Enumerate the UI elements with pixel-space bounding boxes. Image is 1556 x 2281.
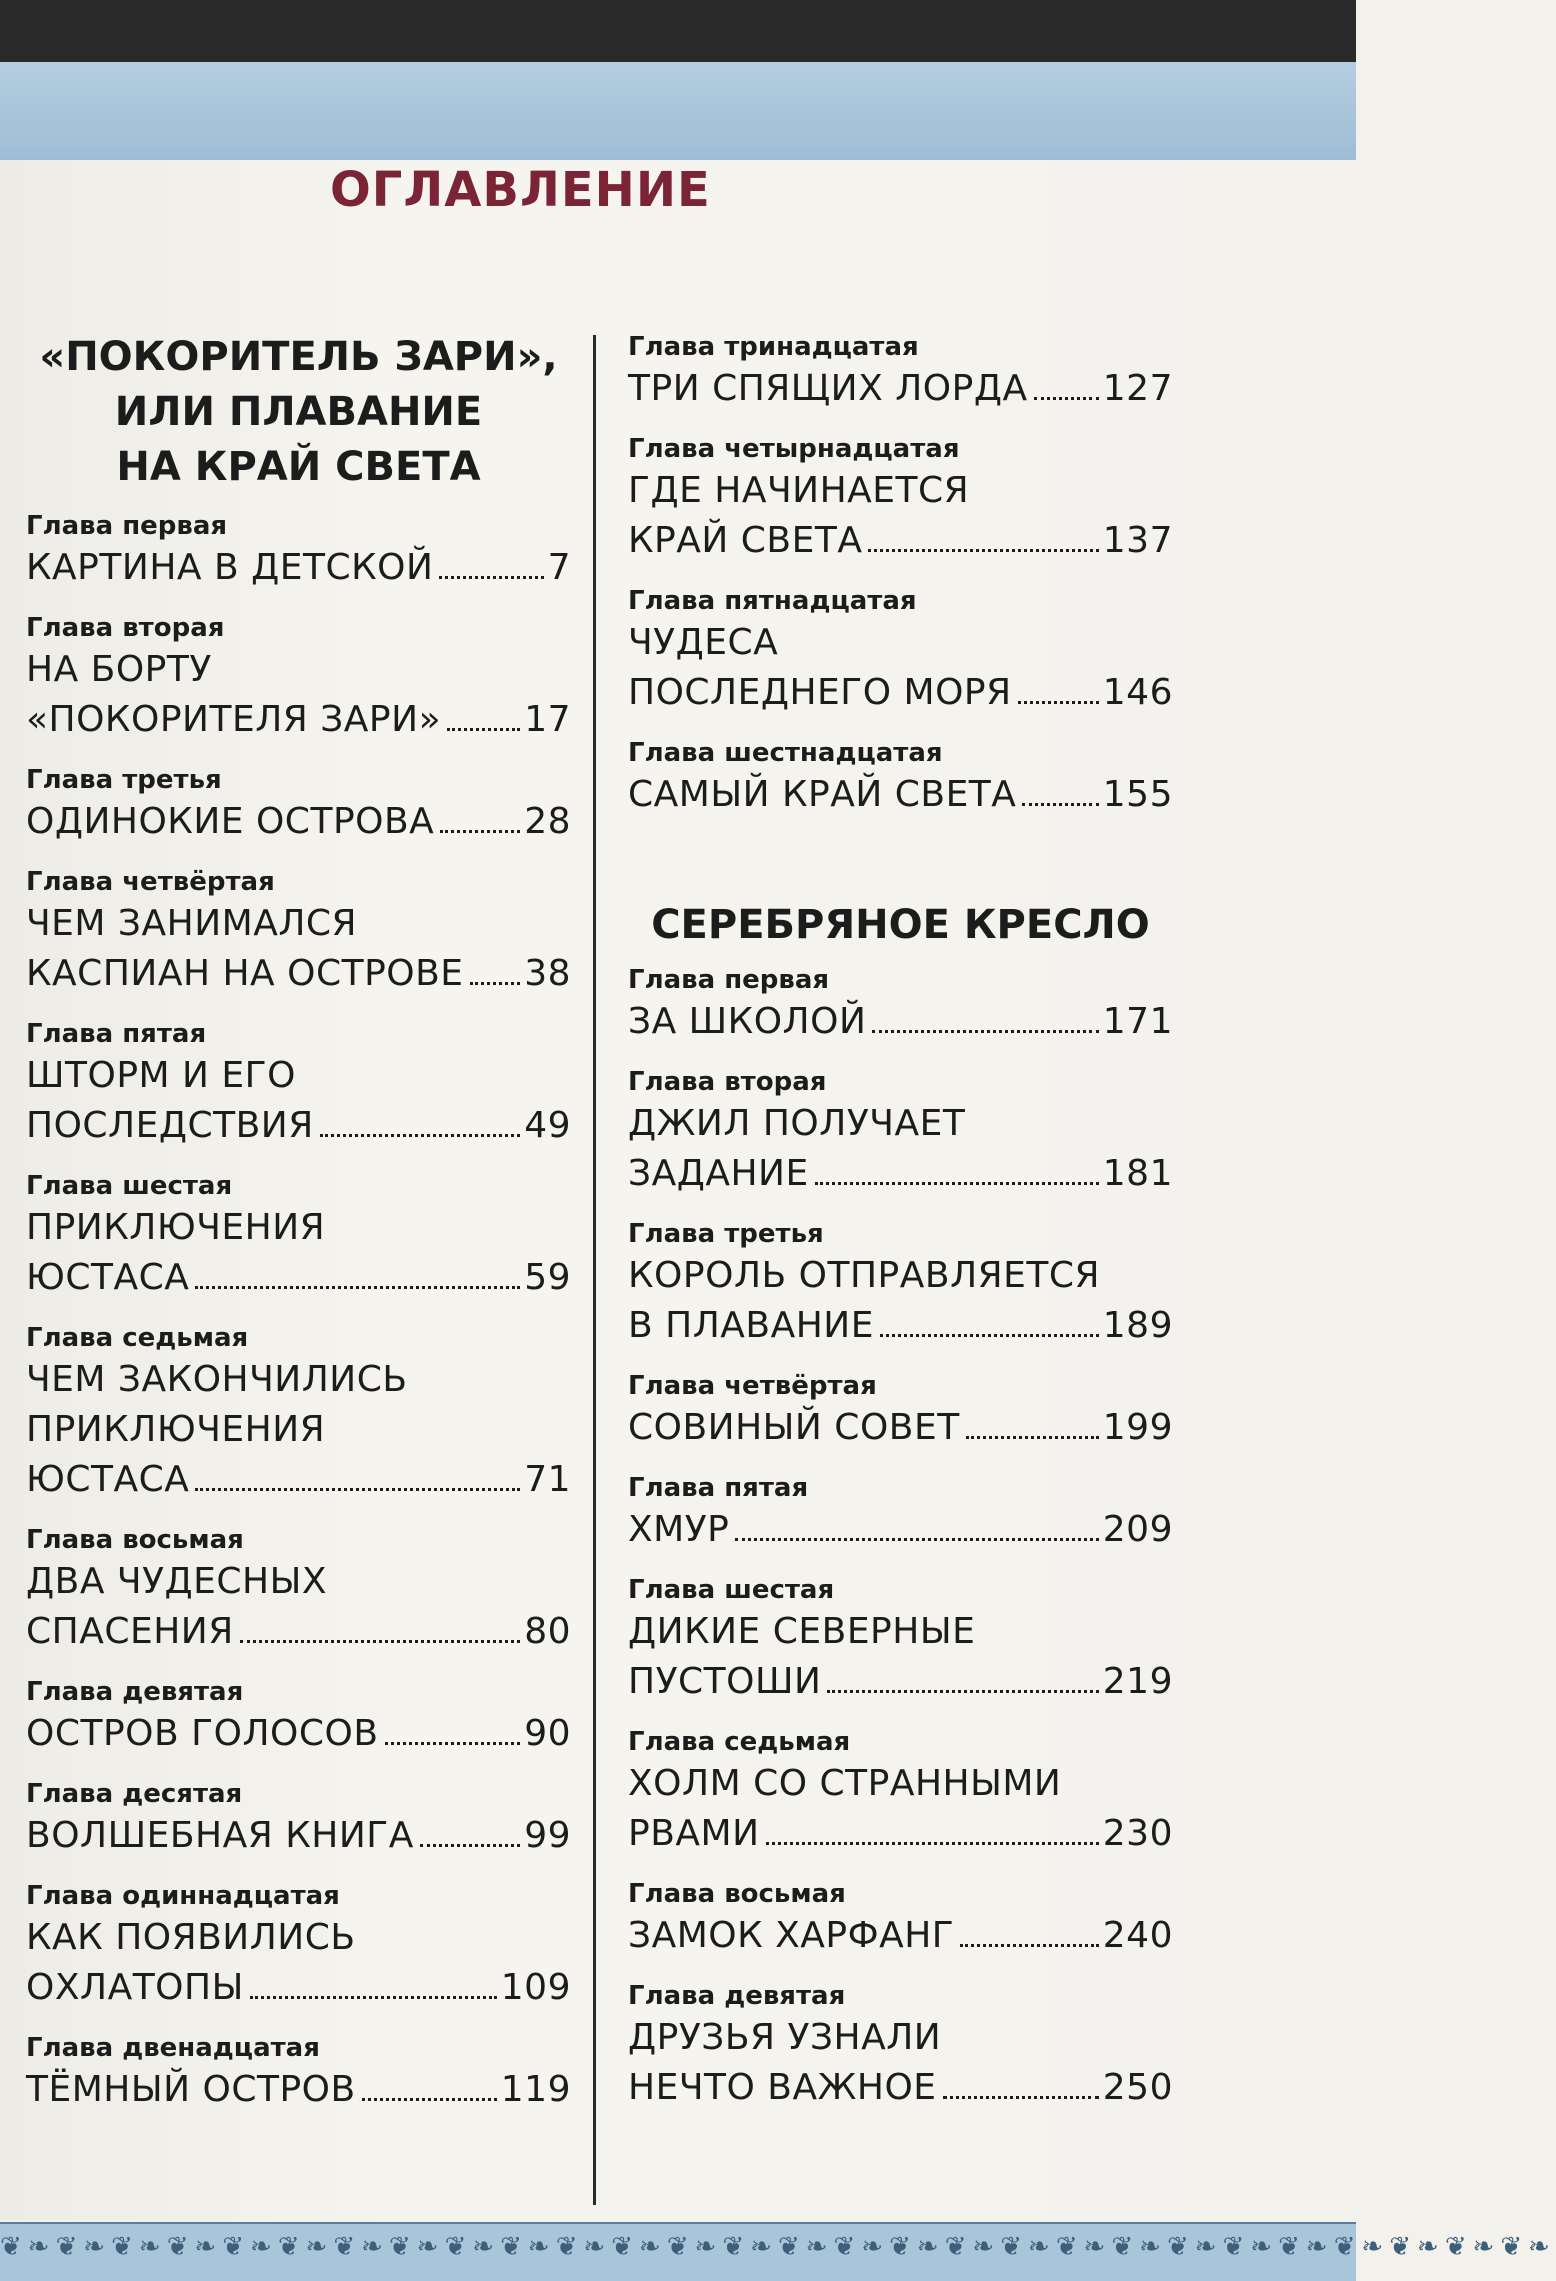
toc-entry [628,584,1173,718]
toc-entry [26,1777,571,1861]
chapter-number: Глава десятая [26,1779,243,1809]
chapter-title-row [628,516,1173,566]
chapter-title-line: ОХЛАТОПЫ [26,1967,244,2008]
chapter-title-line: ЧЕМ ЗАКОНЧИЛИСЬ [26,1359,408,1400]
chapter-list [628,330,1173,820]
chapter-number: Глава первая [26,511,228,541]
chapter-list [26,509,571,2115]
toc-entry [26,611,571,745]
toc-entry [26,1675,571,1759]
chapter-title-row [628,1505,1173,1555]
chapter-title-line: ТЁМНЫЙ ОСТРОВ [26,2069,356,2110]
chapter-number: Глава одиннадцатая [26,1881,340,1911]
chapter-title-line: ПОСЛЕДСТВИЯ [26,1105,314,1146]
toc-entry [26,1523,571,1657]
chapter-title-row [628,1911,1173,1961]
chapter-title-row [628,770,1173,820]
chapter-title-line: ОСТРОВ ГОЛОСОВ [26,1713,379,1754]
chapter-title-line: ЧЕМ ЗАНИМАЛСЯ [26,903,358,944]
chapter-title-line: КОРОЛЬ ОТПРАВЛЯЕТСЯ [628,1255,1101,1296]
page-number: 28 [524,801,571,842]
chapter-title-line: ВОЛШЕБНАЯ КНИГА [26,1815,414,1856]
dot-leader [195,1488,520,1491]
chapter-title-line: ДРУЗЬЯ УЗНАЛИ [628,2017,942,2058]
chapter-number: Глава четырнадцатая [628,434,960,464]
page-number: 71 [524,1459,571,1500]
chapter-title-line: ХОЛМ СО СТРАННЫМИ [628,1763,1062,1804]
chapter-title-line: КАК ПОЯВИЛИСЬ [26,1917,356,1958]
toc-entry [26,509,571,593]
chapter-title-row [26,1811,571,1861]
toc-entry [628,1877,1173,1961]
dot-leader [966,1436,1099,1439]
page-number: 171 [1102,1001,1173,1042]
chapter-title-line: ЗАДАНИЕ [628,1153,809,1194]
chapter-number: Глава четвёртая [26,867,275,897]
photo-dark-edge [0,0,1356,62]
chapter-number: Глава седьмая [26,1323,249,1353]
chapter-number: Глава девятая [628,1981,846,2011]
chapter-title-line: ЗАМОК ХАРФАНГ [628,1915,955,1956]
chapter-title-line: ЧУДЕСА [628,622,779,663]
dot-leader [827,1690,1098,1693]
chapter-number: Глава шестнадцатая [628,738,943,768]
chapter-title-line: СОВИНЫЙ СОВЕТ [628,1407,960,1448]
chapter-title-line: САМЫЙ КРАЙ СВЕТА [628,774,1017,815]
toc-entry [628,1979,1173,2113]
chapter-title-row [628,2063,1173,2113]
chapter-title-row [628,997,1173,1047]
header-band [0,62,1356,160]
chapter-title-row [26,1101,571,1151]
chapter-title-line: КАСПИАН НА ОСТРОВЕ [26,953,464,994]
toc-entry [26,2031,571,2115]
toc-entry [628,1369,1173,1453]
toc-entry [628,736,1173,820]
dot-leader [240,1640,520,1643]
page-number: 219 [1102,1661,1173,1702]
toc-entry [628,432,1173,566]
page-number: 127 [1102,368,1173,409]
dot-leader [195,1286,520,1289]
chapter-title-row [26,1963,571,2013]
toc-entry [628,330,1173,414]
chapter-title-line: РВАМИ [628,1813,760,1854]
dot-leader [420,1844,520,1847]
toc-entry [628,1065,1173,1199]
chapter-title-row [628,1149,1173,1199]
chapter-title-line: ЗА ШКОЛОЙ [628,1001,867,1042]
page-number: 109 [500,1967,571,2008]
toc-entry [26,1169,571,1303]
page-number: 181 [1102,1153,1173,1194]
chapter-title-line: В ПЛАВАНИЕ [628,1305,874,1346]
chapter-title-row [628,1809,1173,1859]
chapter-title-row [26,543,571,593]
page-number: 119 [500,2069,571,2110]
book-title-line: ИЛИ ПЛАВАНИЕ [114,389,483,435]
chapter-title-row [26,1709,571,1759]
book-title-line: «ПОКОРИТЕЛЬ ЗАРИ», [39,334,558,380]
chapter-title-line: ШТОРМ И ЕГО [26,1055,296,1096]
page-number: 250 [1102,2067,1173,2108]
chapter-number: Глава восьмая [628,1879,846,1909]
toc-entry [26,1321,571,1505]
chapter-number: Глава шестая [628,1575,835,1605]
page-number: 230 [1102,1813,1173,1854]
toc-entry [628,1217,1173,1351]
chapter-title-row [628,1657,1173,1707]
chapter-title-line: ЮСТАСА [26,1257,190,1298]
chapter-title-row [26,2065,571,2115]
chapter-title-row [628,668,1173,718]
page-number: 80 [524,1611,571,1652]
chapter-title-row [26,797,571,847]
dot-leader [250,1996,497,1999]
chapter-number: Глава вторая [26,613,225,643]
chapter-title-line: ТРИ СПЯЩИХ ЛОРДА [628,368,1028,409]
chapter-title-row [26,1607,571,1657]
column-divider [593,335,596,2205]
toc-entry [26,1879,571,2013]
dot-leader [320,1134,520,1137]
dot-leader [735,1538,1098,1541]
footer-ornament: ❦❧❦❧❦❧❦❧❦❧❦❧❦❧❦❧❦❧❦❧❦❧❦❧❦❧❦❧❦❧❦❧❦❧❦❧❦❧❦❧❦❧❦❧❦❧❦❧❦❧❦❧❦❧❦❧ [0,2232,1556,2262]
chapter-title-line: ДВА ЧУДЕСНЫХ [26,1561,328,1602]
chapter-title-line: ЮСТАСА [26,1459,190,1500]
dot-leader [766,1842,1099,1845]
page-number: 17 [524,699,571,740]
toc-column-left [26,330,571,2133]
chapter-title-line: ПУСТОШИ [628,1661,822,1702]
dot-leader [470,982,521,985]
page-number: 59 [524,1257,571,1298]
page-number: 90 [524,1713,571,1754]
chapter-title-line: ПРИКЛЮЧЕНИЯ [26,1207,326,1248]
page-number: 240 [1102,1915,1173,1956]
page-number: 155 [1102,774,1173,815]
chapter-number: Глава третья [26,765,222,795]
chapter-title-row [26,1455,571,1505]
toc-entry [628,963,1173,1047]
dot-leader [872,1030,1098,1033]
chapter-number: Глава пятая [628,1473,809,1503]
dot-leader [815,1182,1099,1185]
chapter-number: Глава четвёртая [628,1371,877,1401]
page-number: 38 [524,953,571,994]
toc-entry [26,865,571,999]
chapter-title-line: ПОСЛЕДНЕГО МОРЯ [628,672,1012,713]
dot-leader [1022,803,1098,806]
chapter-number: Глава тринадцатая [628,332,919,362]
dot-leader [960,1944,1099,1947]
dot-leader [447,728,520,731]
dot-leader [943,2096,1099,2099]
toc-entry [26,763,571,847]
chapter-title-line: «ПОКОРИТЕЛЯ ЗАРИ» [26,699,442,740]
chapter-title-line: КРАЙ СВЕТА [628,520,863,561]
chapter-title-row [628,364,1173,414]
chapter-list [628,963,1173,2113]
chapter-title-line: НА БОРТУ [26,649,212,690]
chapter-title-line: ДИКИЕ СЕВЕРНЫЕ [628,1611,976,1652]
page-number: 146 [1102,672,1173,713]
chapter-title-line: ГДЕ НАЧИНАЕТСЯ [628,470,970,511]
toc-entry [628,1725,1173,1859]
book-title-line: НА КРАЙ СВЕТА [116,444,481,490]
dot-leader [1018,701,1099,704]
dot-leader [439,576,543,579]
chapter-number: Глава шестая [26,1171,233,1201]
section-gap [628,838,1173,898]
chapter-number: Глава первая [628,965,830,995]
page-title: ОГЛАВЛЕНИЕ [330,162,711,218]
chapter-title-line: НЕЧТО ВАЖНОЕ [628,2067,937,2108]
chapter-title-row [26,1253,571,1303]
chapter-title-line: ХМУР [628,1509,730,1550]
dot-leader [362,2098,497,2101]
toc-column-right [628,330,1173,2131]
chapter-number: Глава пятая [26,1019,207,1049]
chapter-title-row [26,949,571,999]
chapter-title-row [26,695,571,745]
page-number: 7 [547,547,571,588]
chapter-title-row [628,1403,1173,1453]
chapter-number: Глава восьмая [26,1525,244,1555]
chapter-title-line: СПАСЕНИЯ [26,1611,234,1652]
toc-entry [628,1573,1173,1707]
chapter-title-line: КАРТИНА В ДЕТСКОЙ [26,547,434,588]
chapter-title-line: ОДИНОКИЕ ОСТРОВА [26,801,435,842]
chapter-title-row [628,1301,1173,1351]
chapter-number: Глава девятая [26,1677,244,1707]
page-number: 99 [524,1815,571,1856]
page-number: 189 [1102,1305,1173,1346]
chapter-title-line: ДЖИЛ ПОЛУЧАЕТ [628,1103,966,1144]
dot-leader [868,549,1098,552]
chapter-title-line: ПРИКЛЮЧЕНИЯ [26,1409,326,1450]
page-number: 199 [1102,1407,1173,1448]
chapter-number: Глава вторая [628,1067,827,1097]
book-title: СЕРЕБРЯНОЕ КРЕСЛО [651,902,1150,948]
page-number: 209 [1102,1509,1173,1550]
toc-entry [628,1471,1173,1555]
chapter-number: Глава пятнадцатая [628,586,917,616]
chapter-number: Глава седьмая [628,1727,851,1757]
dot-leader [440,830,520,833]
page-number: 137 [1102,520,1173,561]
chapter-number: Глава двенадцатая [26,2033,320,2063]
book-title [26,330,571,495]
page-number: 49 [524,1105,571,1146]
dot-leader [385,1742,521,1745]
toc-entry [26,1017,571,1151]
dot-leader [1034,397,1099,400]
chapter-number: Глава третья [628,1219,824,1249]
dot-leader [880,1334,1099,1337]
